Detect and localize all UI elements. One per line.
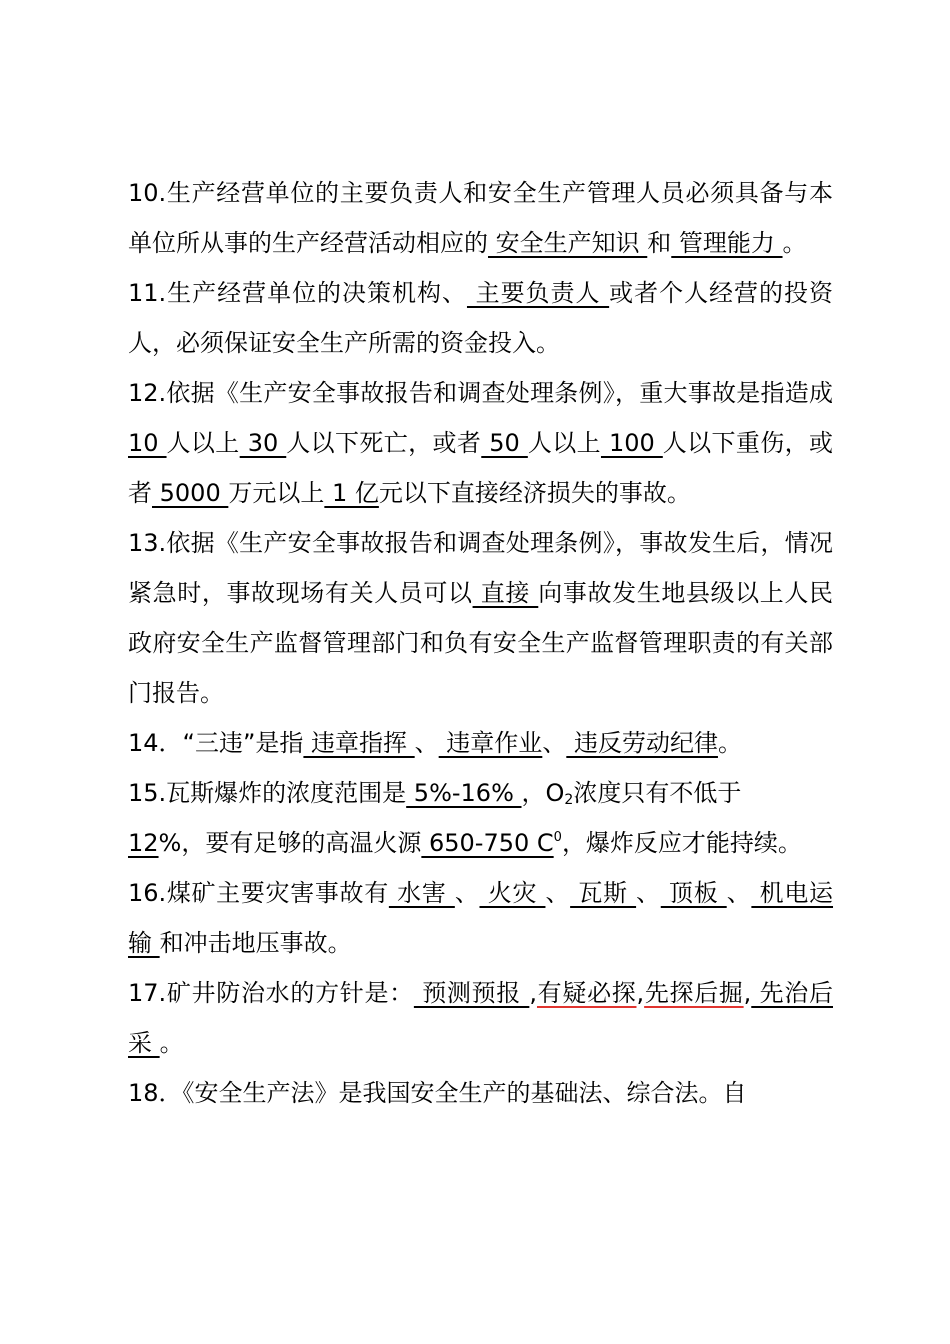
question-text: , (743, 979, 752, 1007)
question-text: 或者个人经营的投资人，必须保证安全生产所需的资金投入。 (128, 279, 833, 357)
question-text: 人以上 (527, 429, 601, 457)
answer-blank: 火灾 (479, 879, 546, 907)
answer-blank: 安全生产知识 (488, 229, 648, 257)
question-text: , (636, 979, 645, 1007)
question-14 (128, 718, 833, 768)
question-15 (128, 768, 833, 868)
answer-blank: 违章作业 (438, 729, 543, 757)
answer-blank: 30 (239, 429, 287, 457)
question-text: 13.依据《生产安全事故报告和调查处理条例》，事故发生后，情况紧急时，事故现场有关人员可以 (128, 529, 833, 607)
question-text: 、 (636, 879, 661, 907)
question-text: ，O (521, 779, 565, 807)
question-text: 人以下死亡，或者 (286, 429, 482, 457)
question-13 (128, 518, 833, 718)
question-text: ，爆炸反应才能持续。 (561, 829, 802, 857)
question-text: 16.煤矿主要灾害事故有 (128, 879, 389, 907)
answer-blank: 管理能力 (671, 229, 783, 257)
answer-blank: 5000 (152, 479, 229, 507)
answer-blank-spellcheck: 有疑必探 (536, 979, 637, 1007)
answer-blank: 违章指挥 (303, 729, 415, 757)
question-text: 万元以上 (228, 479, 325, 507)
answer-blank: 先治后采 (128, 979, 833, 1057)
question-text: 10.生产经营单位的主要负责人和安全生产管理人员必须具备与本单位所从事的生产经营活动相应的 (128, 179, 833, 257)
answer-blank: 直接 (472, 579, 539, 607)
answer-blank: 1 亿 (324, 479, 379, 507)
subscript: 2 (564, 792, 574, 808)
answer-blank: 10 (128, 429, 167, 457)
answer-blank-spellcheck: 先探后掘 (644, 979, 744, 1007)
answer-blank: 顶板 (660, 879, 727, 907)
question-text: 。 (782, 229, 807, 257)
question-16 (128, 868, 833, 968)
question-text: 18．《安全生产法》是我国安全生产的基础法、综合法。自 (128, 1079, 747, 1107)
question-18 (128, 1068, 833, 1118)
answer-blank: 650-750 C (421, 829, 554, 857)
question-text: 、 (726, 879, 752, 907)
superscript: 0 (553, 830, 562, 845)
question-text: 元以下直接经济损失的事故。 (378, 479, 691, 507)
question-text: 浓度只有不低于 (573, 779, 742, 807)
question-text: 。 (159, 1029, 184, 1057)
question-text: 、 (454, 879, 480, 907)
question-text: 11.生产经营单位的决策机构、 (128, 279, 467, 307)
question-text: 和 (647, 229, 672, 257)
answer-blank: 违反劳动纪律 (566, 729, 718, 757)
question-text: 向事故发生地县级以上人民政府安全生产监督管理部门和负有安全生产监督管理职责的有关部门报告。 (128, 579, 834, 707)
question-12 (128, 368, 833, 518)
question-text: 15.瓦斯爆炸的浓度范围是 (128, 779, 407, 807)
question-11 (128, 268, 833, 368)
answer-blank: 100 (600, 429, 663, 457)
answer-blank: 机电运输 (128, 879, 834, 957)
answer-blank: 预测预报 (413, 979, 530, 1007)
question-text: 和冲击地压事故。 (159, 929, 352, 957)
answer-blank: 瓦斯 (570, 879, 637, 907)
question-text: %，要有足够的高温火源 (158, 829, 422, 857)
question-list (128, 168, 833, 1118)
question-text: 人以上 (166, 429, 240, 457)
question-10 (128, 168, 833, 268)
question-text: 、 (545, 879, 571, 907)
answer-blank: 12 (128, 829, 159, 857)
answer-blank: 5%-16% (406, 779, 522, 807)
answer-blank: 50 (481, 429, 528, 457)
question-17 (128, 968, 833, 1068)
question-text: , (529, 979, 537, 1007)
question-text: 人以下重伤，或者 (128, 429, 834, 507)
question-text: 17.矿井防治水的方针是： (128, 979, 414, 1007)
answer-blank: 水害 (388, 879, 455, 907)
question-text: 、 (542, 729, 567, 757)
question-text: 。 (717, 729, 742, 757)
question-text: 14．“三违”是指 (128, 729, 304, 757)
question-text: 12.依据《生产安全事故报告和调查处理条例》，重大事故是指造成 (128, 379, 833, 407)
question-text: 、 (414, 729, 439, 757)
answer-blank: 主要负责人 (466, 279, 610, 307)
